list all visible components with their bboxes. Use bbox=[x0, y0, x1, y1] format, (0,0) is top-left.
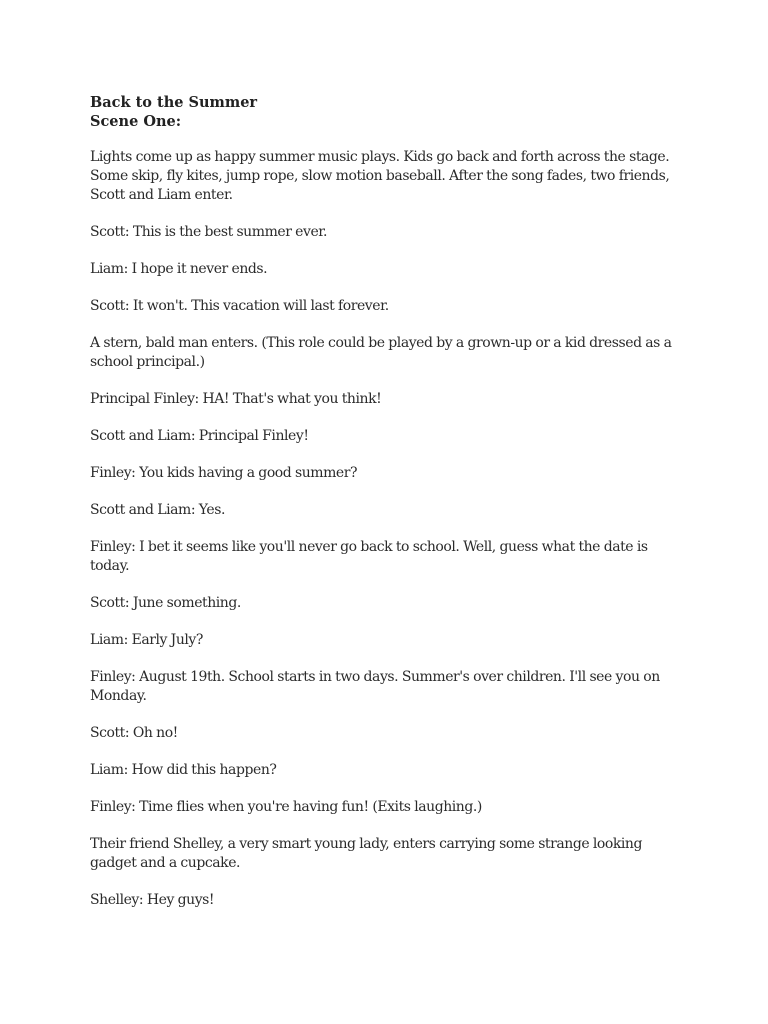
document-title: Back to the Summer bbox=[90, 94, 258, 111]
stage-direction: Lights come up as happy summer music plays. Kids go back and forth across the stage. Some skip, fly kites, jump rope, slow motion baseball. After the song fades, two friends, Scott and Liam enter. bbox=[90, 149, 670, 203]
dialogue-line: Scott and Liam: Principal Finley! bbox=[90, 428, 309, 444]
dialogue-line: Scott: This is the best summer ever. bbox=[90, 224, 328, 240]
dialogue-line: Finley: I bet it seems like you'll never go back to school. Well, guess what the date is today. bbox=[90, 539, 648, 574]
script-page bbox=[90, 93, 690, 910]
dialogue-line: Finley: August 19th. School starts in two days. Summer's over children. I'll see you on Monday. bbox=[90, 669, 660, 704]
dialogue-line: Scott: It won't. This vacation will last forever. bbox=[90, 298, 389, 314]
dialogue-line: Principal Finley: HA! That's what you think! bbox=[90, 391, 382, 407]
dialogue-line: Scott and Liam: Yes. bbox=[90, 502, 225, 518]
stage-direction: Their friend Shelley, a very smart young lady, enters carrying some strange looking gadget and a cupcake. bbox=[90, 836, 642, 871]
dialogue-line: Scott: Oh no! bbox=[90, 725, 178, 741]
dialogue-line: Scott: June something. bbox=[90, 595, 241, 611]
dialogue-line: Liam: I hope it never ends. bbox=[90, 261, 268, 277]
dialogue-line: Liam: Early July? bbox=[90, 632, 203, 648]
dialogue-line: Shelley: Hey guys! bbox=[90, 892, 215, 908]
dialogue-line: Liam: How did this happen? bbox=[90, 762, 277, 778]
dialogue-line: Finley: You kids having a good summer? bbox=[90, 465, 358, 481]
dialogue-line: Finley: Time flies when you're having fun! (Exits laughing.) bbox=[90, 799, 482, 815]
scene-heading: Scene One: bbox=[90, 113, 182, 130]
stage-direction: A stern, bald man enters. (This role could be played by a grown-up or a kid dressed as a school principal.) bbox=[90, 335, 672, 370]
